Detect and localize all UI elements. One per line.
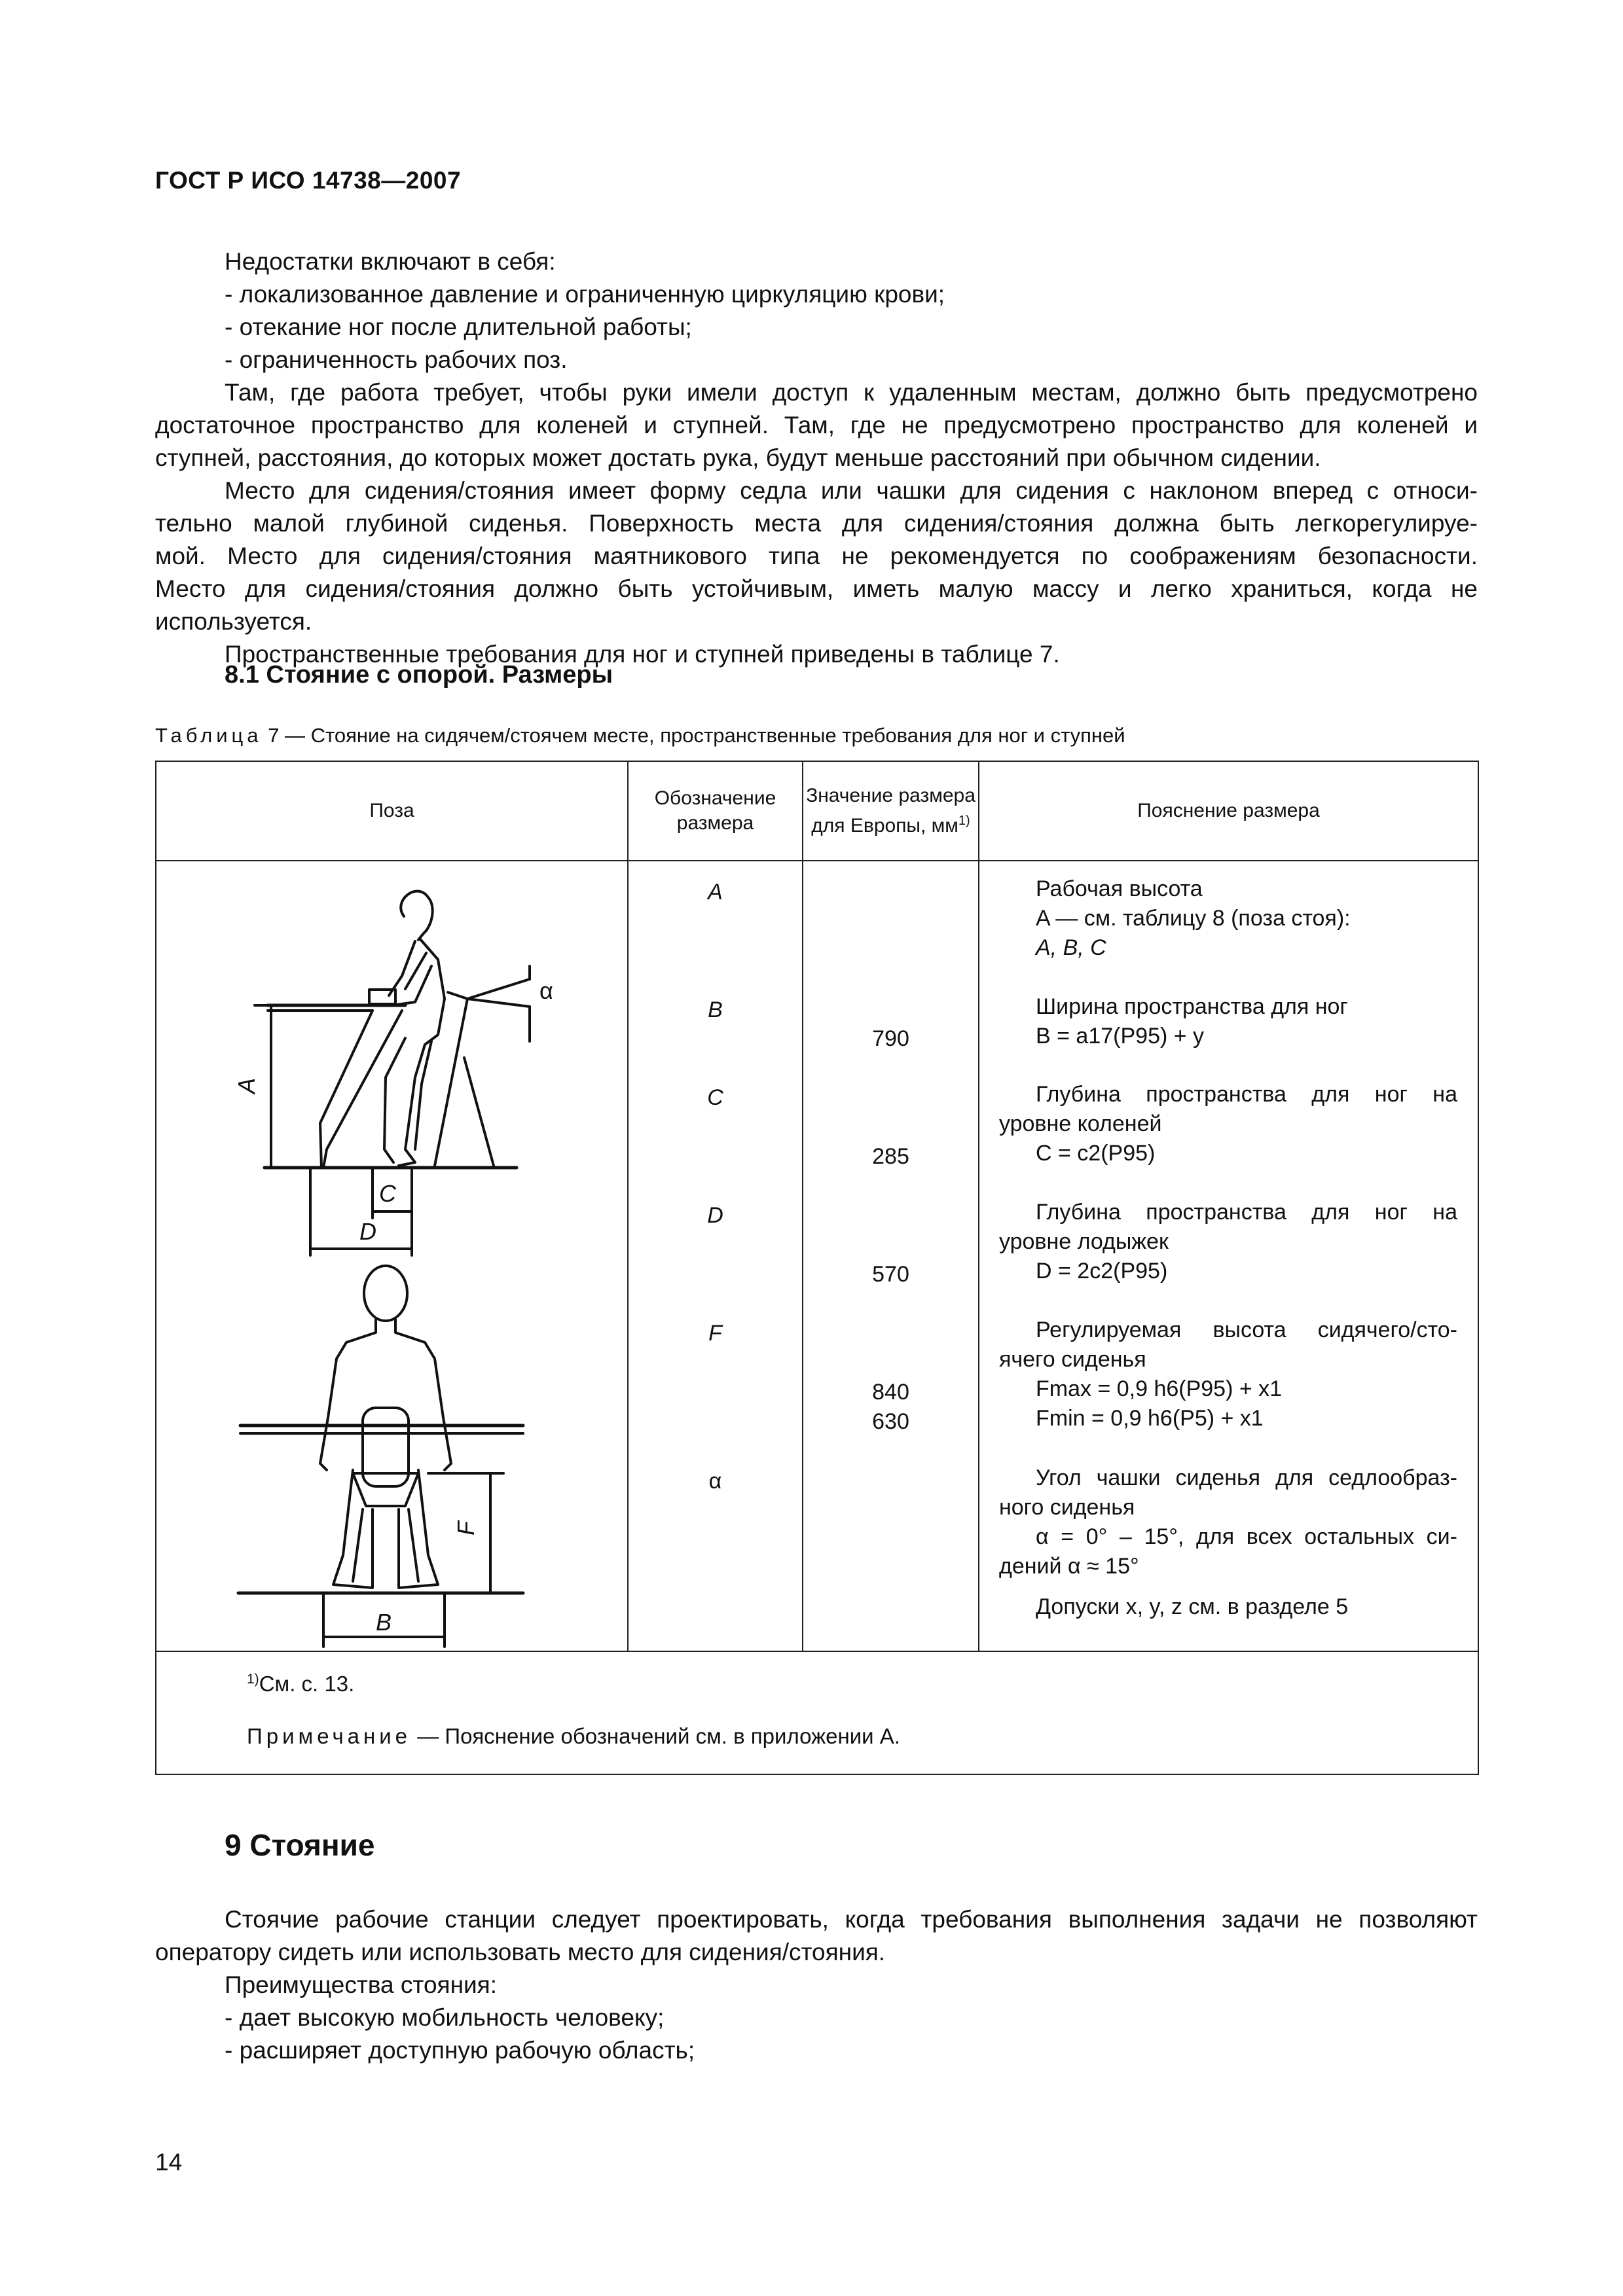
symbol-a: A xyxy=(708,880,723,905)
value-f-min: 630 xyxy=(872,1409,909,1434)
formula-text: D = 2c2(P95) xyxy=(1036,1259,1168,1283)
document-code-header: ГОСТ Р ИСО 14738—2007 xyxy=(155,167,462,194)
section-8-1-title: 8.1 Стояние с опорой. Размеры xyxy=(225,661,613,689)
explanation-text: Глубина пространства для ног на xyxy=(1036,1200,1457,1225)
explanation-text: уровне лодыжек xyxy=(999,1229,1169,1254)
paragraph-line: - дает высокую мобильность человеку; xyxy=(225,2004,665,2031)
paragraph-line: Там, где работа требует, чтобы руки имели доступ к удаленным местам, должно быть предусмотрено xyxy=(225,379,1478,406)
explanation-text: Угол чашки сиденья для седлообраз- xyxy=(1036,1465,1457,1490)
explanation-a xyxy=(1036,874,1351,963)
footnote-ref: 1) xyxy=(958,814,970,828)
formula-text: Fmax = 0,9 h6(P95) + x1 xyxy=(1036,1376,1283,1401)
explanation-text: ного сиденья xyxy=(999,1495,1135,1520)
header-value-text: Значение размера для Европы, мм xyxy=(806,785,976,836)
table-caption xyxy=(155,724,1125,747)
header-value xyxy=(803,761,979,861)
formula-text: α = 0° – 15°, для всех остальных си- xyxy=(1036,1524,1457,1549)
paragraph-line: ступней, расстояния, до которых может достать рука, будут меньше расстояний при обычном сидении. xyxy=(155,444,1321,471)
explanation-text: A, B, C xyxy=(1036,935,1106,960)
paragraph-line: Место для сидения/стояния имеет форму седла или чашки для сидения с наклоном вперед с относи- xyxy=(225,477,1478,504)
header-designation: Обозначение размера xyxy=(628,761,803,861)
paragraph-line: используется. xyxy=(155,608,312,635)
paragraph-line: Место для сидения/стояния должно быть устойчивым, иметь малую массу и легко храниться, когда не xyxy=(155,575,1478,602)
header-explanation: Пояснение размера xyxy=(979,761,1478,861)
explanation-text: Рабочая высота xyxy=(1036,876,1203,901)
value-f-max: 840 xyxy=(872,1380,909,1405)
table-note-row xyxy=(156,1651,1478,1774)
intro-line: - отекание ног после длительной работы; xyxy=(225,314,692,340)
figure-label-b: B xyxy=(376,1609,392,1636)
intro-line: Недостатки включают в себя: xyxy=(225,248,556,275)
table-note-cell xyxy=(156,1651,1478,1774)
paragraph-line: достаточное пространство для коленей и ступней. Там, где не предусмотрено пространство для коленей и xyxy=(155,412,1478,439)
explanation-b xyxy=(1036,992,1348,1051)
paragraph-line: Пространственные требования для ног и ступней приведены в таблице 7. xyxy=(225,641,1060,668)
formula-text: B = a17(P95) + y xyxy=(1036,1024,1205,1049)
formula-text: C = c2(P95) xyxy=(1036,1141,1156,1166)
paragraph-line: Стоячие рабочие станции следует проектировать, когда требования выполнения задачи не позволяют xyxy=(225,1906,1478,1933)
pose-figures xyxy=(156,861,627,1649)
value-c: 285 xyxy=(872,1144,909,1169)
table-caption-text: 7 — Стояние на сидячем/стоячем месте, пространственные требования для ног и ступней xyxy=(268,724,1125,747)
paragraph-line: мой. Место для сидения/стояния маятникового типа не рекомендуется по соображениям безопасности. xyxy=(155,543,1478,569)
front-view-figure xyxy=(238,1266,523,1647)
symbol-alpha: α xyxy=(708,1469,722,1494)
explanation-text: Ширина пространства для ног xyxy=(1036,994,1348,1019)
designation-cell xyxy=(628,861,803,1651)
figure-label-a: A xyxy=(233,1077,260,1094)
table-body-row xyxy=(156,861,1478,1651)
footnote-text: См. с. 13. xyxy=(259,1672,355,1696)
section-9-title: 9 Стояние xyxy=(225,1828,375,1862)
formula-text: дений α ≈ 15° xyxy=(999,1554,1139,1579)
figure-label-f: F xyxy=(452,1521,479,1535)
symbol-d: D xyxy=(707,1203,723,1228)
footnote xyxy=(247,1672,354,1696)
figure-label-alpha: α xyxy=(539,977,553,1004)
header-pose: Поза xyxy=(156,761,628,861)
paragraph-line: оператору сидеть или использовать место для сидения/стояния. xyxy=(155,1939,886,1965)
table-header-row xyxy=(156,761,1478,861)
explanation-cell xyxy=(979,861,1478,1651)
intro-line: - ограниченность рабочих поз. xyxy=(225,346,568,373)
explanation-text: Регулируемая высота сидячего/сто- xyxy=(1036,1318,1457,1342)
table-7 xyxy=(155,761,1479,1775)
figure-label-d: D xyxy=(359,1218,376,1245)
symbol-f: F xyxy=(708,1321,722,1346)
value-b: 790 xyxy=(872,1026,909,1051)
paragraph-line: - расширяет доступную рабочую область; xyxy=(225,2037,695,2064)
explanation-d xyxy=(999,1198,1457,1286)
explanation-f xyxy=(999,1316,1457,1433)
explanation-alpha xyxy=(999,1463,1457,1581)
figure-cell xyxy=(156,861,628,1651)
value-d: 570 xyxy=(872,1262,909,1287)
explanation-text: уровне коленей xyxy=(999,1111,1162,1136)
explanation-text: ячего сиденья xyxy=(999,1347,1146,1372)
figure-label-c: C xyxy=(379,1180,396,1207)
page-number: 14 xyxy=(155,2149,183,2176)
intro-block xyxy=(155,245,1478,671)
note-text: — Пояснение обозначений см. в приложении А. xyxy=(417,1724,900,1748)
table-caption-label: Таблица xyxy=(155,724,263,747)
note-label: Примечание xyxy=(247,1724,412,1748)
table-note xyxy=(247,1724,900,1749)
intro-line: - локализованное давление и ограниченную циркуляцию крови; xyxy=(225,281,945,308)
section-9-body xyxy=(155,1903,1478,2067)
paragraph-line: тельно малой глубиной сиденья. Поверхность места для сидения/стояния должна быть легкорегулируе- xyxy=(155,510,1478,537)
explanation-c xyxy=(999,1080,1457,1168)
value-cell xyxy=(803,861,979,1651)
explanation-text: Глубина пространства для ног на xyxy=(1036,1082,1457,1107)
symbol-c: C xyxy=(707,1085,723,1110)
footnote-mark: 1) xyxy=(247,1672,259,1687)
formula-text: Fmin = 0,9 h6(P5) + x1 xyxy=(1036,1406,1264,1431)
paragraph-line: Преимущества стояния: xyxy=(225,1971,497,1998)
symbol-b: B xyxy=(708,997,723,1022)
explanation-text: A — см. таблицу 8 (поза стоя): xyxy=(1036,906,1351,931)
explanation-tolerances: Допуски x, y, z см. в разделе 5 xyxy=(1036,1594,1349,1619)
